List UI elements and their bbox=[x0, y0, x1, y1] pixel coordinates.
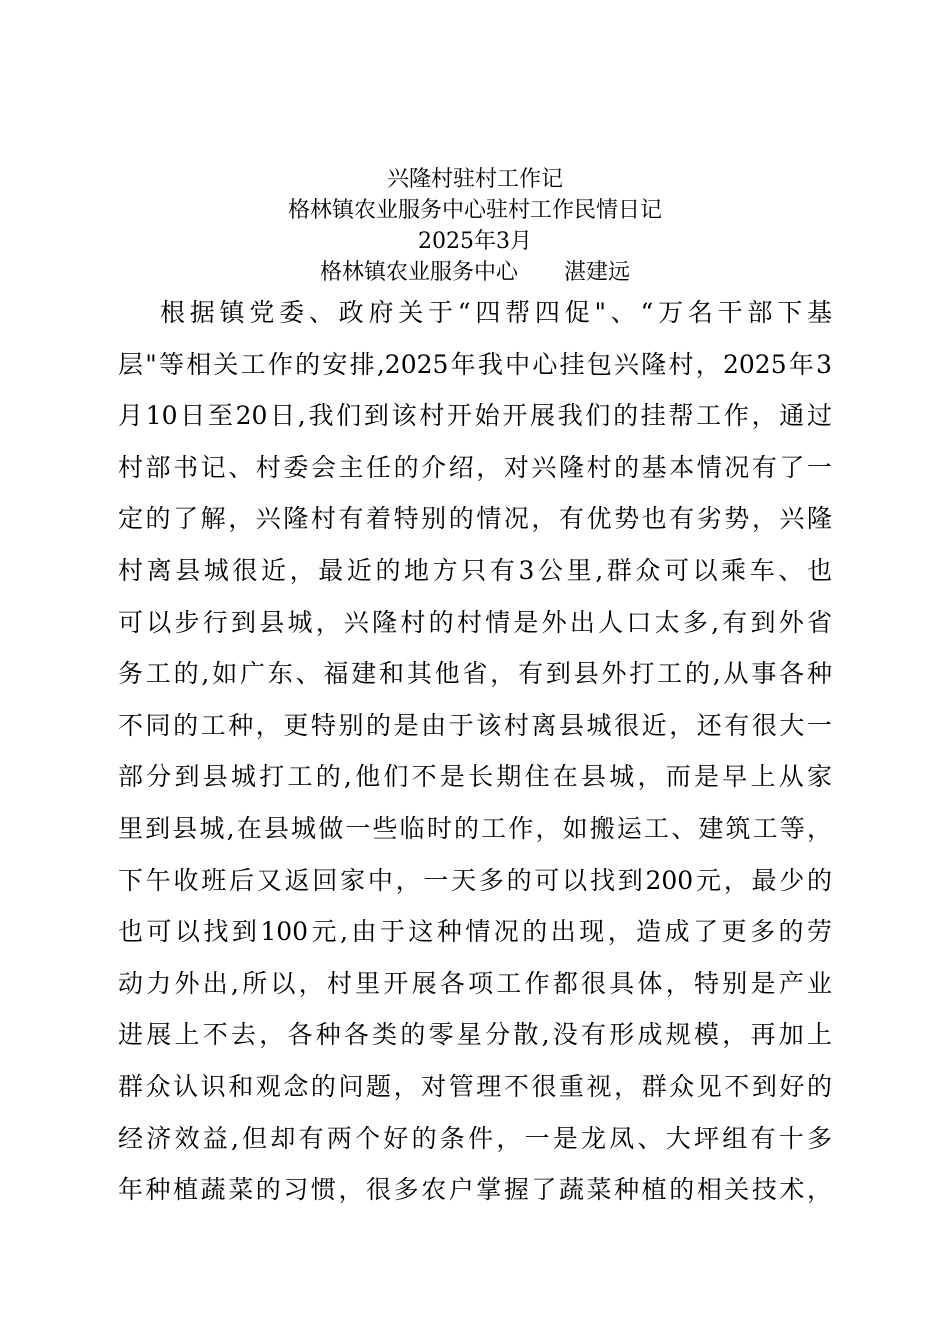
paragraph-line: 务工的,如广东、福建和其他省，有到县外打工的,从事各种 bbox=[118, 659, 832, 689]
document-title: 兴隆村驻村工作记 bbox=[386, 167, 563, 192]
paragraph-line: 年种植蔬菜的习惯，很多农户掌握了蔬菜种植的相关技术， bbox=[118, 1175, 832, 1205]
paragraph-line: 里到县城,在县城做一些临时的工作，如搬运工、建筑工等， bbox=[118, 813, 832, 843]
paragraph-line: 也可以找到100元,由于这种情况的出现，造成了更多的劳 bbox=[118, 917, 832, 947]
paragraph-line: 可以步行到县城，兴隆村的村情是外出人口太多,有到外省 bbox=[118, 607, 832, 637]
paragraph-line: 群众认识和观念的问题，对管理不很重视，群众见不到好的 bbox=[118, 1071, 832, 1101]
paragraph-line: 下午收班后又返回家中，一天多的可以找到200元，最少的 bbox=[118, 865, 832, 895]
document-header bbox=[0, 164, 950, 288]
author-line bbox=[0, 257, 950, 288]
paragraph-line: 根据镇党委、政府关于“四帮四促"、“万名干部下基 bbox=[160, 298, 832, 327]
paragraph-line: 层"等相关工作的安排,2025年我中心挂包兴隆村，2025年3 bbox=[118, 349, 832, 379]
paragraph-line: 定的了解，兴隆村有着特别的情况，有优势也有劣势，兴隆 bbox=[118, 504, 832, 534]
author-organization: 格林镇农业服务中心 bbox=[319, 260, 518, 285]
body-paragraph bbox=[118, 290, 832, 1219]
paragraph-line: 部分到县城打工的,他们不是长期住在县城，而是早上从家 bbox=[118, 762, 832, 792]
paragraph-line: 经济效益,但却有两个好的条件，一是龙凤、大坪组有十多 bbox=[118, 1123, 832, 1153]
author-name: 湛建远 bbox=[564, 260, 631, 285]
document-date: 2025年3月 bbox=[418, 229, 532, 254]
paragraph-line: 动力外出,所以，村里开展各项工作都很具体，特别是产业 bbox=[118, 968, 832, 998]
paragraph-line: 进展上不去，各种各类的零星分散,没有形成规模，再加上 bbox=[118, 1020, 832, 1050]
paragraph-line: 不同的工种，更特别的是由于该村离县城很近，还有很大一 bbox=[118, 710, 832, 740]
document-subtitle: 格林镇农业服务中心驻村工作民情日记 bbox=[287, 198, 662, 223]
paragraph-line: 村离县城很近，最近的地方只有3公里,群众可以乘车、也 bbox=[118, 555, 832, 585]
paragraph-line: 月10日至20日,我们到该村开始开展我们的挂帮工作，通过 bbox=[118, 401, 832, 431]
paragraph-line: 村部书记、村委会主任的介绍，对兴隆村的基本情况有了一 bbox=[118, 452, 832, 482]
